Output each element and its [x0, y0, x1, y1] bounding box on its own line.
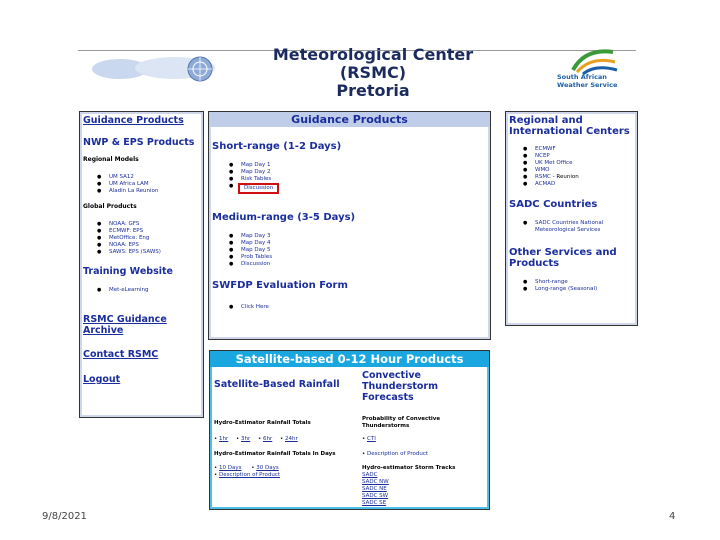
- discussion-label: Discussion: [244, 185, 274, 191]
- global-products-label: Global Products: [83, 203, 137, 210]
- highlight-box: [238, 183, 279, 194]
- link-3hr[interactable]: 3hr: [241, 436, 251, 442]
- probability-line-1: Probability of Convective: [362, 416, 441, 422]
- nav-contact-rsmc[interactable]: Contact RSMC: [83, 349, 159, 360]
- satellite-header: Satellite-based 0-12 Hour Products: [210, 351, 489, 367]
- left-nav-panel: [79, 111, 204, 418]
- short-range-heading: Short-range (1-2 Days): [212, 141, 342, 152]
- list-item[interactable]: ● Map Day 4: [229, 240, 482, 247]
- saws-text-line-1: South African: [557, 73, 607, 81]
- list-item[interactable]: SADC SE: [362, 500, 387, 506]
- hydro-links: • 1hr • 3hr • 6hr • 24hr: [214, 436, 298, 442]
- title-line-1: Meteorological Center (RSMC): [272, 45, 474, 82]
- list-item[interactable]: ● Map Day 1: [229, 162, 482, 169]
- guidance-header: Guidance Products: [209, 112, 490, 127]
- convective-line-1: Convective: [362, 370, 421, 381]
- title-line-2: Pretoria: [336, 81, 410, 100]
- satellite-products-panel: [209, 350, 490, 510]
- list-item[interactable]: SADC NE: [362, 486, 387, 492]
- list-item[interactable]: SADC NW: [362, 479, 389, 485]
- slide-date: 9/8/2021: [42, 511, 87, 522]
- list-item[interactable]: ● SAWS: EPS (SAWS): [97, 249, 200, 256]
- regional-heading-line-2: International Centers: [509, 126, 630, 137]
- other-heading-line-2: Products: [509, 258, 560, 269]
- nav-guidance-products[interactable]: Guidance Products: [83, 115, 184, 126]
- storm-tracks-list: [362, 472, 389, 507]
- list-item[interactable]: SADC SW: [362, 493, 389, 499]
- nav-logout[interactable]: Logout: [83, 374, 121, 385]
- list-item[interactable]: ● Map Day 2: [229, 169, 482, 176]
- list-item[interactable]: ● Discussion: [229, 261, 482, 268]
- list-item[interactable]: ● Aladin La Reunion: [97, 188, 200, 195]
- right-panel: [505, 111, 638, 326]
- probability-label: [362, 416, 440, 430]
- list-item[interactable]: ● ECMWF: [523, 146, 634, 153]
- wmo-globe-logo: [90, 54, 240, 84]
- desc-row: • Description of Product: [362, 451, 429, 457]
- list-item-highlighted[interactable]: [229, 183, 482, 194]
- medium-range-heading: Medium-range (3-5 Days): [212, 212, 356, 223]
- link-6hr[interactable]: 6hr: [263, 436, 273, 442]
- cti-link[interactable]: CTI: [367, 436, 376, 442]
- regional-centers-heading[interactable]: [509, 115, 634, 137]
- link-30-days[interactable]: 30 Days: [256, 465, 279, 471]
- list-item[interactable]: ● Risk Tables: [229, 176, 482, 183]
- swfdp-list: [229, 304, 482, 311]
- hydro-totals-label: Hydro-Estimator Rainfall Totals: [214, 420, 311, 426]
- short-range-list: [229, 162, 482, 194]
- list-item[interactable]: ● ACMAD: [523, 181, 634, 188]
- list-item[interactable]: ● SADC Countries National Meteorological Services: [523, 220, 634, 234]
- hydro-days-label: Hydro-Estimator Rainfall Totals In Days: [214, 451, 336, 457]
- slide-page-number: 4: [669, 511, 676, 522]
- rsmc-suffix: - Reunion: [550, 174, 579, 180]
- days-description-link[interactable]: Description of Product: [219, 472, 281, 478]
- sadc-list: [523, 220, 634, 234]
- list-item[interactable]: SADC: [362, 472, 378, 478]
- list-item[interactable]: ● ECMWF: EPS: [97, 228, 200, 235]
- link-24hr[interactable]: 24hr: [285, 436, 298, 442]
- swfdp-heading: SWFDP Evaluation Form: [212, 280, 348, 291]
- probability-line-2: Thunderstorms: [362, 423, 410, 429]
- storm-tracks-label: Hydro-estimator Storm Tracks: [362, 465, 456, 471]
- list-item[interactable]: ● MetOffice: Eng: [97, 235, 200, 242]
- days-links: • 10 Days • 30 Days • Description of Product: [214, 465, 281, 478]
- satellite-rainfall-title: Satellite-Based Rainfall: [214, 379, 340, 390]
- convective-line-2: Thunderstorm: [362, 381, 439, 392]
- list-item[interactable]: ● UM Africa LAM: [97, 181, 200, 188]
- list-item[interactable]: [523, 174, 634, 181]
- guidance-products-panel: [208, 111, 491, 340]
- list-item[interactable]: ● UM SA12: [97, 174, 200, 181]
- list-item[interactable]: ● Short-range: [523, 279, 634, 286]
- other-services-heading: [509, 247, 634, 269]
- training-list: [97, 287, 200, 294]
- rsmc-link[interactable]: RSMC: [535, 174, 551, 180]
- other-services-list: [523, 279, 634, 293]
- cti-row: • CTI: [362, 436, 376, 442]
- regional-centers-list: [523, 146, 634, 188]
- saws-text-line-2: Weather Service: [557, 81, 618, 89]
- regional-models-label: Regional Models: [83, 156, 139, 163]
- saws-logo-text: [557, 73, 637, 89]
- link-1hr[interactable]: 1hr: [219, 436, 229, 442]
- description-product-link[interactable]: Description of Product: [367, 451, 429, 457]
- list-item[interactable]: ● NOAA: GFS: [97, 221, 200, 228]
- list-item[interactable]: ● Met-eLearning: [97, 287, 200, 294]
- nav-rsmc-archive[interactable]: [83, 314, 200, 336]
- rsmc-archive-line-1: RSMC Guidance: [83, 314, 167, 325]
- regional-heading-line-1: Regional and: [509, 115, 583, 126]
- other-heading-line-1: Other Services and: [509, 247, 617, 258]
- list-item[interactable]: ● Long-range (Seasonal): [523, 286, 634, 293]
- medium-range-list: [229, 233, 482, 268]
- list-item[interactable]: ● UK Met Office: [523, 160, 634, 167]
- sadc-heading: SADC Countries: [509, 199, 598, 210]
- list-item[interactable]: ● Map Day 5: [229, 247, 482, 254]
- nav-training-website[interactable]: Training Website: [83, 266, 173, 277]
- list-item[interactable]: ● Prob Tables: [229, 254, 482, 261]
- list-item[interactable]: ● Click Here: [229, 304, 482, 311]
- list-item[interactable]: ● NCEP: [523, 153, 634, 160]
- list-item[interactable]: ● Map Day 3: [229, 233, 482, 240]
- link-10-days[interactable]: 10 Days: [219, 465, 242, 471]
- page-title: [238, 46, 508, 100]
- list-item[interactable]: ● NOAA: EPS: [97, 242, 200, 249]
- nav-nwp-eps[interactable]: NWP & EPS Products: [83, 137, 195, 148]
- global-products-list: [97, 221, 200, 256]
- convective-line-3: Forecasts: [362, 392, 414, 403]
- convective-forecast-title: [362, 370, 438, 403]
- list-item[interactable]: ● WMO: [523, 167, 634, 174]
- rsmc-archive-line-2: Archive: [83, 325, 124, 336]
- regional-models-list: [97, 174, 200, 195]
